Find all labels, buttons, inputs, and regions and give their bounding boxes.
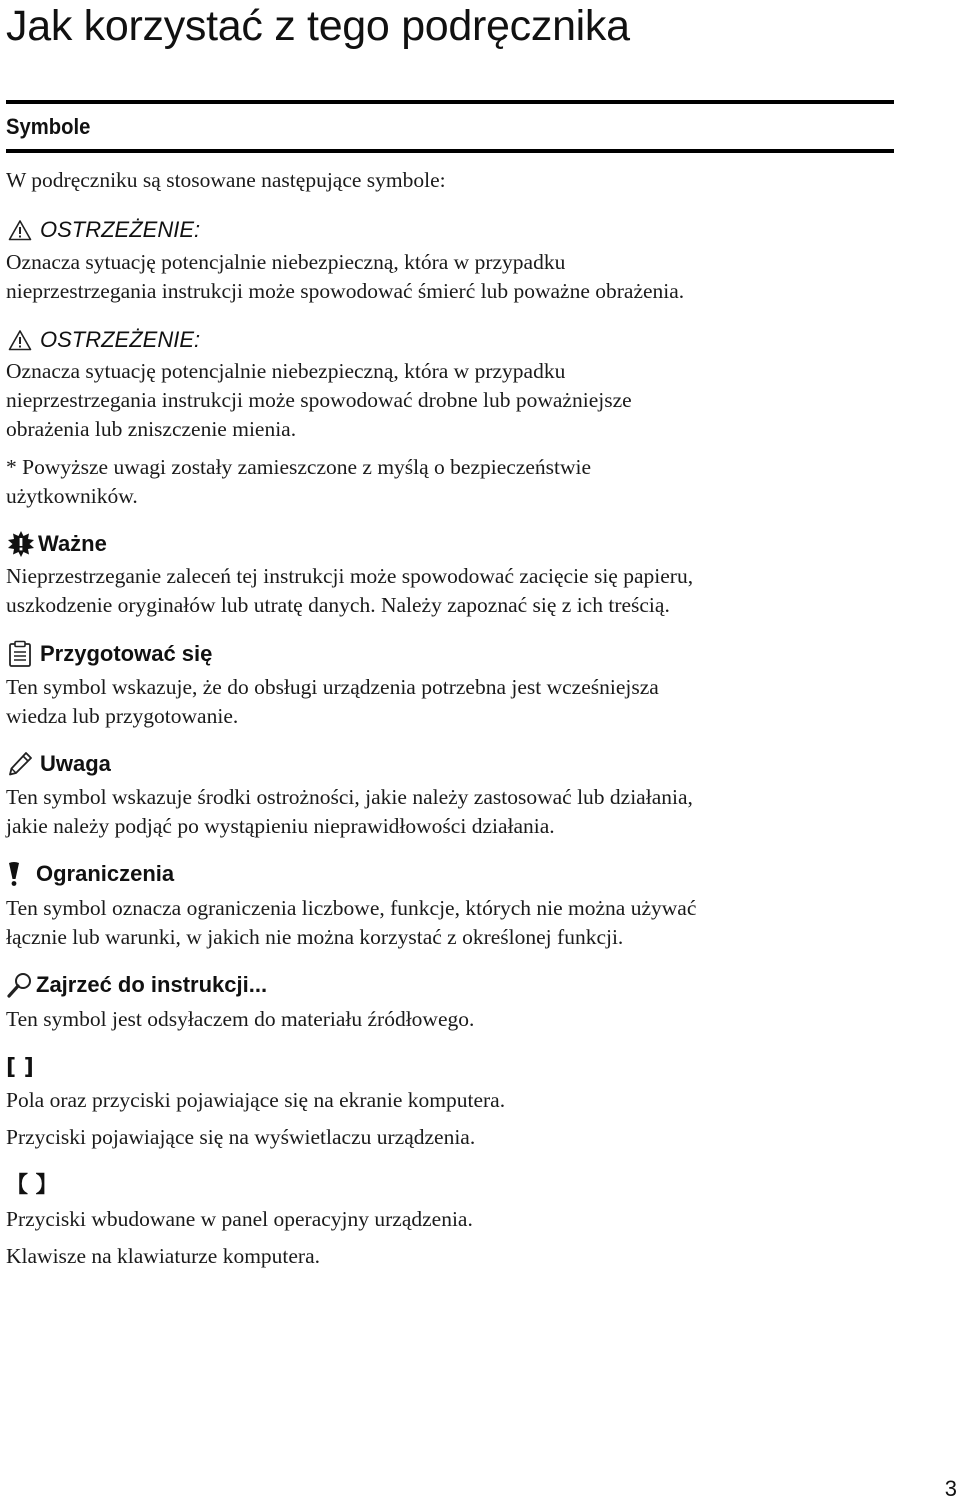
safety-note-line-2: użytkowników. xyxy=(6,484,138,508)
page-number: 3 xyxy=(944,1476,957,1501)
square-bracket-line-2: Przyciski pojawiające się na wyświetlaczu urządzenia. xyxy=(6,1125,476,1149)
reference-line-1: Ten symbol jest odsyłaczem do materiału źródłowego. xyxy=(6,1007,475,1031)
warning-1-line-2: nieprzestrzegania instrukcji może spowodować śmierć lub poważne obrażenia. xyxy=(6,279,685,303)
safety-note-line-1: * Powyższe uwagi zostały zamieszczone z myślą o bezpieczeństwie xyxy=(6,455,592,479)
limitation-line-2: łącznie lub warunki, w jakich nie można korzystać z określonej funkcji. xyxy=(6,925,624,949)
reference-label xyxy=(6,970,267,1000)
clipboard-icon xyxy=(6,640,34,668)
limitation-label xyxy=(6,859,174,889)
lenticular-bracket-symbol: 【 】 xyxy=(6,1173,58,1198)
lenticular-bracket-line-2: Klawisze na klawiaturze komputera. xyxy=(6,1244,321,1268)
magnifier-icon xyxy=(6,971,34,999)
warning-2-line-2: nieprzestrzegania instrukcji może spowodować drobne lub poważniejsze xyxy=(6,388,632,412)
limitation-line-1: Ten symbol oznacza ograniczenia liczbowe, funkcje, których nie można używać xyxy=(6,896,697,920)
preparation-line-2: wiedza lub przygotowanie. xyxy=(6,704,239,728)
lenticular-bracket-line-1: Przyciski wbudowane w panel operacyjny urządzenia. xyxy=(6,1207,473,1231)
note-line-1: Ten symbol wskazuje środki ostrożności, jakie należy zastosować lub działania, xyxy=(6,785,693,809)
section-rule-top xyxy=(6,100,894,104)
preparation-line-1: Ten symbol wskazuje, że do obsługi urządzenia potrzebna jest wcześniejsza xyxy=(6,675,659,699)
reference-label-text: Zajrzeć do instrukcji... xyxy=(36,972,268,997)
important-burst-icon xyxy=(6,530,36,558)
warning-triangle-icon xyxy=(6,216,34,244)
note-label-text: Uwaga xyxy=(40,751,111,776)
warning-label-text: OSTRZEŻENIE: xyxy=(40,217,201,242)
exclamation-icon xyxy=(6,860,26,888)
warning-2-line-3: obrażenia lub zniszczenie mienia. xyxy=(6,417,297,441)
preparation-label-text: Przygotować się xyxy=(40,641,213,666)
important-line-2: uszkodzenie oryginałów lub utratę danych. Należy zapoznać się z ich treścią. xyxy=(6,593,670,617)
important-label-text: Ważne xyxy=(38,531,107,556)
pencil-icon xyxy=(6,750,34,778)
warning-label-2 xyxy=(6,325,200,355)
warning-2-line-1: Oznacza sytuację potencjalnie niebezpieczną, która w przypadku xyxy=(6,359,566,383)
important-label xyxy=(6,529,107,559)
warning-1-line-1: Oznacza sytuację potencjalnie niebezpieczną, która w przypadku xyxy=(6,250,566,274)
section-heading: Symbole xyxy=(6,114,91,139)
note-label xyxy=(6,749,111,779)
warning-label-text: OSTRZEŻENIE: xyxy=(40,327,201,352)
square-bracket-symbol: [ ] xyxy=(6,1055,34,1080)
square-bracket-line-1: Pola oraz przyciski pojawiające się na ekranie komputera. xyxy=(6,1088,506,1112)
page-title: Jak korzystać z tego podręcznika xyxy=(6,2,630,50)
warning-label-1 xyxy=(6,215,200,245)
section-rule-bottom xyxy=(6,149,894,153)
preparation-label xyxy=(6,639,212,669)
caution-triangle-icon xyxy=(6,326,34,354)
important-line-1: Nieprzestrzeganie zaleceń tej instrukcji może spowodować zacięcie się papieru, xyxy=(6,564,694,588)
limitation-label-text: Ograniczenia xyxy=(36,861,175,886)
note-line-2: jakie należy podjąć po wystąpieniu nieprawidłowości działania. xyxy=(6,814,555,838)
intro-text: W podręczniku są stosowane następujące symbole: xyxy=(6,168,446,192)
